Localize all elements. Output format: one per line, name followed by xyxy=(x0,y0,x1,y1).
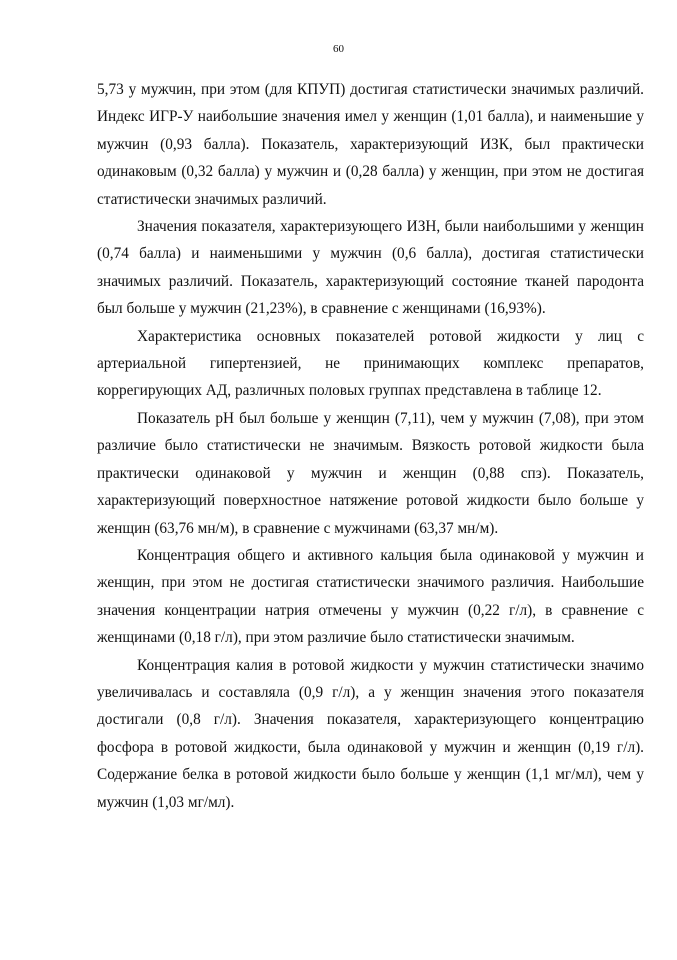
paragraph: Характеристика основных показателей ротовой жидкости у лиц с артериальной гипертензией, не принимающих комплекс препаратов, коррегирующих АД, различных половых группах представлена в таблице 12. xyxy=(97,327,644,400)
text-body xyxy=(97,76,644,816)
paragraph: Концентрация калия в ротовой жидкости у мужчин статистически значимо увеличивалась и составляла (0,9 г/л), а у женщин значения этого показателя достигали (0,8 г/л). Значения показателя, характеризующего концентрацию фосфора в ротовой жидкости, была одинаковой у мужчин и женщин (0,19 г/л). Содержание белка в ротовой жидкости было больше у женщин (1,1 мг/мл), чем у мужчин (1,03 мг/мл). xyxy=(97,656,644,811)
paragraph: Значения показателя, характеризующего ИЗН, были наибольшими у женщин (0,74 балла) и наименьшими у мужчин (0,6 балла), достигая статистически значимых различий. Показатель, характеризующий состояние тканей пародонта был больше у мужчин (21,23%), в сравнение с женщинами (16,93%). xyxy=(97,218,644,318)
paragraph-continuation: 5,73 у мужчин, при этом (для КПУП) достигая статистически значимых различий. Индекс ИГР-У наибольшие значения имел у женщин (1,01 балла), и наименьшие у мужчин (0,93 балла). Показатель, характеризующий ИЗК, был практически одинаковым (0,32 балла) у мужчин и (0,28 балла) у женщин, при этом не достигая статистически значимых различий. xyxy=(97,81,644,208)
paragraph: Показатель pH был больше у женщин (7,11), чем у мужчин (7,08), при этом различие было статистически не значимым. Вязкость ротовой жидкости была практически одинаковой у мужчин и женщин (0,88 спз). Показатель, характеризующий поверхностное натяжение ротовой жидкости было больше у женщин (63,76 мн/м), в сравнение с мужчинами (63,37 мн/м). xyxy=(97,409,644,537)
paragraph: Концентрация общего и активного кальция была одинаковой у мужчин и женщин, при этом не достигая статистически значимого различия. Наибольшие значения концентрации натрия отмечены у мужчин (0,22 г/л), в сравнение с женщинами (0,18 г/л), при этом различие было статистически значимым. xyxy=(97,546,644,647)
page-number: 60 xyxy=(333,43,344,55)
